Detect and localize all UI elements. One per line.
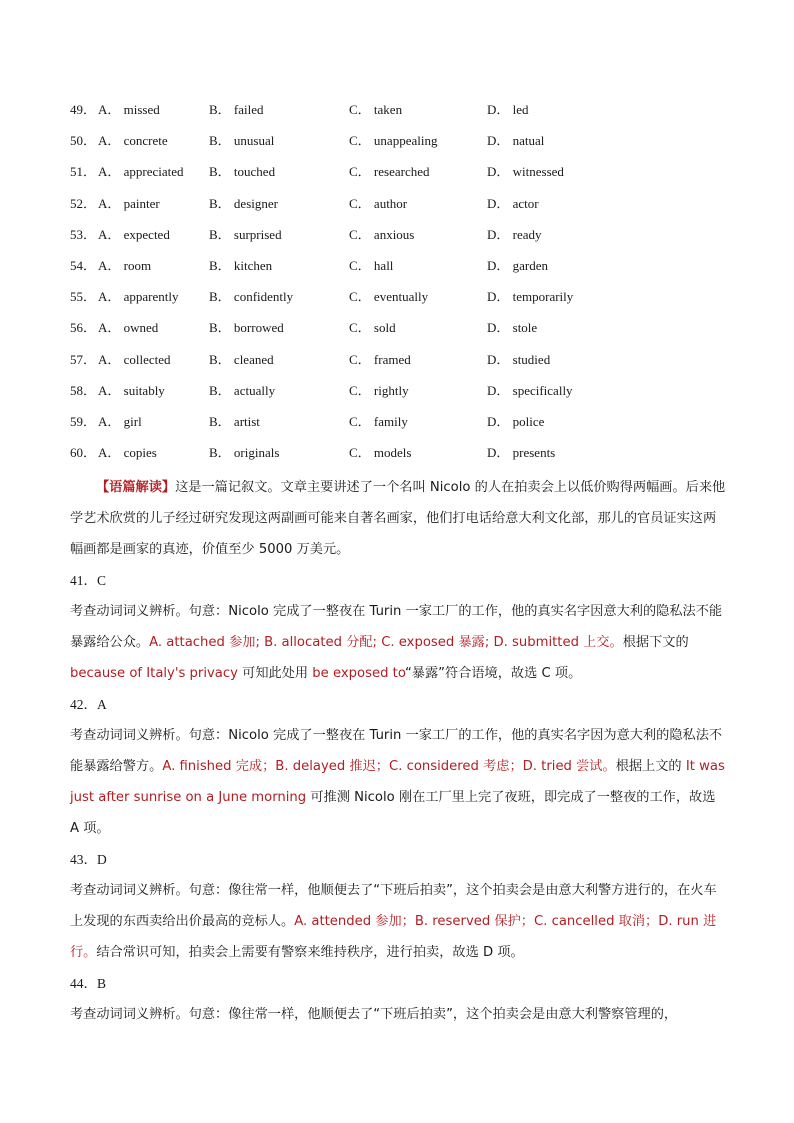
option-d: D． led bbox=[487, 102, 529, 117]
answer-label: 42．A bbox=[70, 697, 107, 712]
question-number: 56． bbox=[70, 320, 97, 336]
option-a: A． appreciated bbox=[98, 164, 184, 180]
option-b: B． artist bbox=[209, 413, 260, 429]
question-number: 51． bbox=[70, 164, 97, 180]
option-b: B． originals bbox=[209, 445, 280, 461]
question-options-row bbox=[70, 317, 730, 348]
question-options-row bbox=[70, 224, 730, 255]
question-options-row bbox=[70, 255, 730, 286]
option-d: D． specifically bbox=[487, 382, 573, 398]
option-a: A． room bbox=[98, 257, 152, 273]
option-c: C． unappealing bbox=[349, 133, 438, 149]
question-options-row bbox=[70, 411, 730, 442]
option-c: C． rightly bbox=[349, 382, 409, 398]
option-b: B． unusual bbox=[209, 133, 275, 149]
option-d: D． garden bbox=[487, 257, 549, 273]
option-c: C． hall bbox=[349, 257, 394, 273]
option-c: C． framed bbox=[349, 351, 411, 367]
option-d: D． studied bbox=[487, 351, 551, 367]
option-a: A． expected bbox=[98, 226, 170, 242]
question-number: 55． bbox=[70, 289, 97, 305]
question-options-row bbox=[70, 286, 730, 317]
option-d: D． presents bbox=[487, 445, 556, 461]
question-options-row bbox=[70, 193, 730, 224]
option-c: C． taken bbox=[349, 102, 403, 117]
option-b: B． designer bbox=[209, 195, 278, 211]
summary-text: 这是一篇记叙文。文章主要讲述了一个名叫 Nicolo 的人在拍卖会上以低价购得两幅画。后来他学艺术欣赏的儿子经过研究发现这两副画可能来自著名画家，他们打电话给意大利文化部，那儿的官员证实这两幅画都是画家的真迹，价值至少 5000 万美元。 bbox=[70, 480, 726, 557]
option-a: A． girl bbox=[98, 413, 142, 429]
option-d: D． stole bbox=[487, 320, 538, 336]
option-d: D． police bbox=[487, 413, 545, 429]
option-c: C． family bbox=[349, 413, 408, 429]
question-options-row bbox=[70, 380, 730, 411]
section-tag: 【语篇解读】 bbox=[96, 480, 176, 495]
answer-label: 44．B bbox=[70, 976, 107, 991]
question-number: 59． bbox=[70, 413, 97, 429]
option-a: A． concrete bbox=[98, 133, 168, 149]
passage-summary bbox=[70, 472, 726, 565]
question-number: 53． bbox=[70, 226, 97, 242]
question-options-row bbox=[70, 442, 730, 473]
option-b: B． confidently bbox=[209, 289, 294, 305]
answer-explanation: 考查动词词义辨析。句意：像往常一样，他顺便去了“下班后拍卖”，这个拍卖会是由意大利警察管理的， bbox=[70, 1007, 678, 1022]
option-b: B． borrowed bbox=[209, 320, 284, 336]
option-c: C． models bbox=[349, 445, 412, 461]
option-d: D． actor bbox=[487, 195, 539, 211]
option-a: A． owned bbox=[98, 320, 159, 336]
answer-label: 43．D bbox=[70, 852, 107, 867]
option-d: D． witnessed bbox=[487, 164, 564, 180]
question-options-row bbox=[70, 161, 730, 192]
option-c: C． author bbox=[349, 195, 408, 211]
option-a: A． apparently bbox=[98, 289, 179, 305]
answer-options-table bbox=[70, 99, 730, 473]
option-c: C． sold bbox=[349, 320, 396, 336]
question-options-row bbox=[70, 349, 730, 380]
answer-explanation: 考查动词词义辨析。句意：像往常一样，他顺便去了“下班后拍卖”，这个拍卖会是由意大利警方进行的，在火车上发现的东西卖给出价最高的竞标人。A. attended 参加；B. reserved 保护；C. cancelled 取消；D. run 进行。结合常识可知，拍卖会上需要有警察来维持秩序，进行拍卖，故选 D 项。 bbox=[70, 883, 717, 960]
option-a: A． collected bbox=[98, 351, 171, 367]
answer-label: 41．C bbox=[70, 573, 107, 588]
answer-explanation: 考查动词词义辨析。句意：Nicolo 完成了一整夜在 Turin 一家工厂的工作，他的真实名字因意大利的隐私法不能暴露给公众。A. attached 参加; B. allocated 分配; C. exposed 暴露; D. submitted 上交。根据下文的 because of Italy's privacy 可知此处用 be exposed to“暴露”符合语境，故选 C 项。 bbox=[70, 604, 723, 681]
question-number: 57． bbox=[70, 351, 97, 367]
passage-analysis bbox=[70, 472, 726, 1030]
option-b: B． cleaned bbox=[209, 351, 274, 367]
question-number: 60． bbox=[70, 445, 97, 461]
option-b: B． kitchen bbox=[209, 257, 273, 273]
option-b: B． surprised bbox=[209, 226, 282, 242]
question-options-row bbox=[70, 130, 730, 161]
option-d: D． temporarily bbox=[487, 289, 574, 305]
question-options-row bbox=[70, 99, 730, 130]
question-number: 49． bbox=[70, 102, 97, 117]
question-number: 52． bbox=[70, 195, 97, 211]
option-a: A． suitably bbox=[98, 382, 165, 398]
option-a: A． painter bbox=[98, 195, 160, 211]
question-number: 54． bbox=[70, 257, 97, 273]
option-c: C． researched bbox=[349, 164, 430, 180]
question-number: 50． bbox=[70, 133, 97, 149]
option-c: C． anxious bbox=[349, 226, 415, 242]
option-d: D． ready bbox=[487, 226, 542, 242]
option-a: A． missed bbox=[98, 102, 160, 117]
option-b: B． touched bbox=[209, 164, 276, 180]
option-b: B． failed bbox=[209, 102, 264, 117]
question-number: 58． bbox=[70, 382, 97, 398]
answer-explanation: 考查动词词义辨析。句意：Nicolo 完成了一整夜在 Turin 一家工厂的工作，他的真实名字因为意大利的隐私法不能暴露给警方。A. finished 完成；B. delayed 推迟；C. considered 考虑；D. tried 尝试。根据上文的 It was just after sunrise on a June morning 可推测 Nicolo 刚在工厂里上完了夜班，即完成了一整夜的工作，故选 A 项。 bbox=[70, 728, 725, 836]
option-b: B． actually bbox=[209, 382, 276, 398]
option-a: A． copies bbox=[98, 445, 157, 461]
option-d: D． natual bbox=[487, 133, 545, 149]
option-c: C． eventually bbox=[349, 289, 429, 305]
